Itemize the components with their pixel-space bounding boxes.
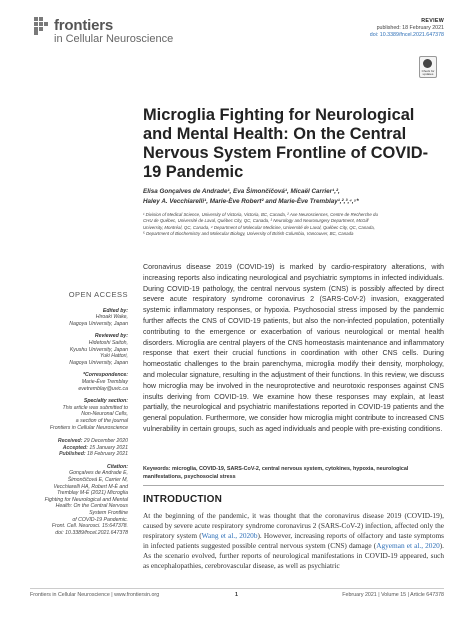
citation-line: Vecchiarelli HA, Robert M-È and xyxy=(53,483,128,490)
specialty-line: a section of the journal xyxy=(75,417,128,424)
frontiers-logo-icon xyxy=(34,17,52,35)
citation-label: Citation: xyxy=(106,463,128,470)
abstract: Coronavirus disease 2019 (COVID-19) is marked by cardio-respiratory alterations, with increasing reports also indicating neurological and psychiatric symptoms in infected individuals. During COVID-19 pathology, the central nervous system (CNS) is possibly affected by direct severe acute respiratory syndrome coronavirus 2 (SARS-CoV-2) invasion, exaggerated systemic inflammatory responses, or hypoxia. Psychosocial stress imposed by the pandemic further affects the CNS of COVID-19 patients, but also the non-infected population, potentially contributing to the emergence or exacerbation of various neurological or mental health disorders. Microglia are central players of the CNS homeostasis maintenance and inflammatory response that exert their crucial functions in coordination with other CNS cells. During homeostatic challenges to the brain parenchyma, microglia modify their density, morphology, and molecular signature, resulting in the adjustment of their functions. In this review, we discuss how microglia may be involved in the neuroprotective and neurotoxic responses against CNS insults deriving from COVID-19. We examine how these responses may explain, at least partially, the neurological and psychiatric manifestations reported in COVID-19 patients and the general population. Furthermore, we consider how microglia might contribute to increased CNS vulnerability in certain groups, such as aged individuals and people with pre-existing conditions. xyxy=(143,263,444,433)
keywords: Keywords: microglia, COVID-19, SARS-CoV-2, central nervous system, cytokines, hypoxia, neurological manifestations, psychosocial stress xyxy=(143,466,409,480)
reviewer-name: Yuki Hattori, xyxy=(99,353,128,360)
badge-label: Check for updates xyxy=(421,69,435,76)
affiliation-line: University, Montréal, QC, Canada, ⁴ Department of Molecular Medicine, Université de Laval, Québec City, QC, Canada, xyxy=(143,224,375,230)
correspondence-name: Marie-Ève Tremblay xyxy=(81,378,128,385)
page-number: 1 xyxy=(235,592,238,598)
citation-line: doi: 10.3389/fncel.2021.647378 xyxy=(55,529,128,536)
citation-line: Front. Cell. Neurosci. 15:647378. xyxy=(51,523,128,530)
affiliation-line: CHU de Québec, Université de Laval, Québec City, QC, Canada, ³ Neurology and Neurosurgery Department, McGill xyxy=(143,218,369,224)
article-title: Microglia Fighting for Neurological and Mental Health: On the Central Nervous System Frontline of COVID-19 Pandemic xyxy=(143,106,429,181)
specialty-line: This article was submitted to xyxy=(62,404,128,411)
received-date: Received: 29 December 2020 xyxy=(57,438,128,445)
article-type: REVIEW xyxy=(421,18,444,24)
brand-name: frontiers xyxy=(54,17,114,34)
published-date-side: Published: 18 February 2021 xyxy=(59,451,128,458)
section-heading: INTRODUCTION xyxy=(143,494,223,505)
published-date: published: 18 February 2021 xyxy=(376,25,444,32)
article-meta xyxy=(370,18,444,39)
citation-line: of COVID-19 Pandemic. xyxy=(72,516,128,523)
citation-line: Health: On the Central Nervous xyxy=(55,503,128,510)
specialty-line: Non-Neuronal Cells, xyxy=(81,411,128,418)
citation-line: Tremblay M-È (2021) Microglia xyxy=(57,490,128,497)
citation-link[interactable]: Wang et al., 2020b xyxy=(201,531,258,540)
article-dates xyxy=(38,438,128,458)
author-line: Haley A. Vecchiarelli¹, Marie-Ève Robert² and Marie-Ève Tremblay¹,²,³,⁴,⁵* xyxy=(143,197,359,205)
editor-affiliation: Nagoya University, Japan xyxy=(69,320,128,327)
footer-journal: Frontiers in Cellular Neuroscience | www.frontiersin.org xyxy=(30,592,160,598)
affiliation-line: ⁵ Department of Biochemistry and Molecular Biology, University of British Columbia, Vancouver, BC, Canada xyxy=(143,230,354,236)
open-access-label: OPEN ACCESS xyxy=(68,290,128,299)
specialty-section-label: Specialty section: xyxy=(83,398,128,405)
citation-link[interactable]: Agyeman et al., 2020 xyxy=(376,541,440,550)
correspondence-label: *Correspondence: xyxy=(83,372,128,379)
specialty-line: Frontiers in Cellular Neuroscience xyxy=(49,424,128,431)
correspondence-email[interactable]: evetremblay@uvic.ca xyxy=(78,385,128,392)
intro-paragraph: At the beginning of the pandemic, it was thought that the coronavirus disease 2019 (COVID-19), caused by severe acute respiratory syndrome coronavirus 2 (SARS-CoV-2) infection, affected only the respiratory system (Wang et al., 2020b). However, increasing reports of olfactory and taste symptoms in infected patients suggested possible central nervous system (CNS) damage (Agyeman et al., 2020). As the scenario evolved, further reports of neurological manifestations in COVID-19 appeared, such as encephalopathies, cerebrovascular disease, as well as psychiatric xyxy=(143,511,445,570)
editor-name: Hiroaki Wake, xyxy=(95,314,128,321)
reviewer-affiliation: Nagoya University, Japan xyxy=(69,359,128,366)
footer-issue: February 2021 | Volume 15 | Article 647378 xyxy=(342,592,444,598)
affiliations xyxy=(143,212,443,237)
reviewer-name: Hidetoshi Saitoh, xyxy=(88,339,128,346)
journal-title: in Cellular Neuroscience xyxy=(54,32,174,45)
divider xyxy=(143,485,444,486)
reviewer-affiliation: Kyushu University, Japan xyxy=(69,346,128,353)
citation-line: System Frontline xyxy=(89,510,128,517)
footer-divider xyxy=(30,588,444,589)
side-info-column xyxy=(38,292,128,536)
check-for-updates-badge[interactable] xyxy=(419,56,437,78)
reviewed-by-label: Reviewed by: xyxy=(94,333,128,340)
author-list xyxy=(143,187,443,206)
author-line: Elisa Gonçalves de Andrade¹, Eva Šimončičová¹, Micaël Carrier¹,², xyxy=(143,188,340,195)
doi-link[interactable]: doi: 10.3389/fncel.2021.647378 xyxy=(369,32,444,39)
citation-line: Šimončičová E, Carrier M, xyxy=(67,477,128,484)
journal-name xyxy=(54,18,173,45)
accepted-date: Accepted: 15 January 2021 xyxy=(62,444,128,451)
citation-line: Fighting for Neurological and Mental xyxy=(44,496,128,503)
edited-by-label: Edited by: xyxy=(102,307,128,314)
update-icon xyxy=(423,59,432,68)
citation-line: Gonçalves de Andrade E, xyxy=(69,470,128,477)
affiliation-line: ¹ Division of Medical Science, University of Victoria, Victoria, BC, Canada, ² Axe Neurosciences, Centre de Recherche du xyxy=(143,212,378,217)
